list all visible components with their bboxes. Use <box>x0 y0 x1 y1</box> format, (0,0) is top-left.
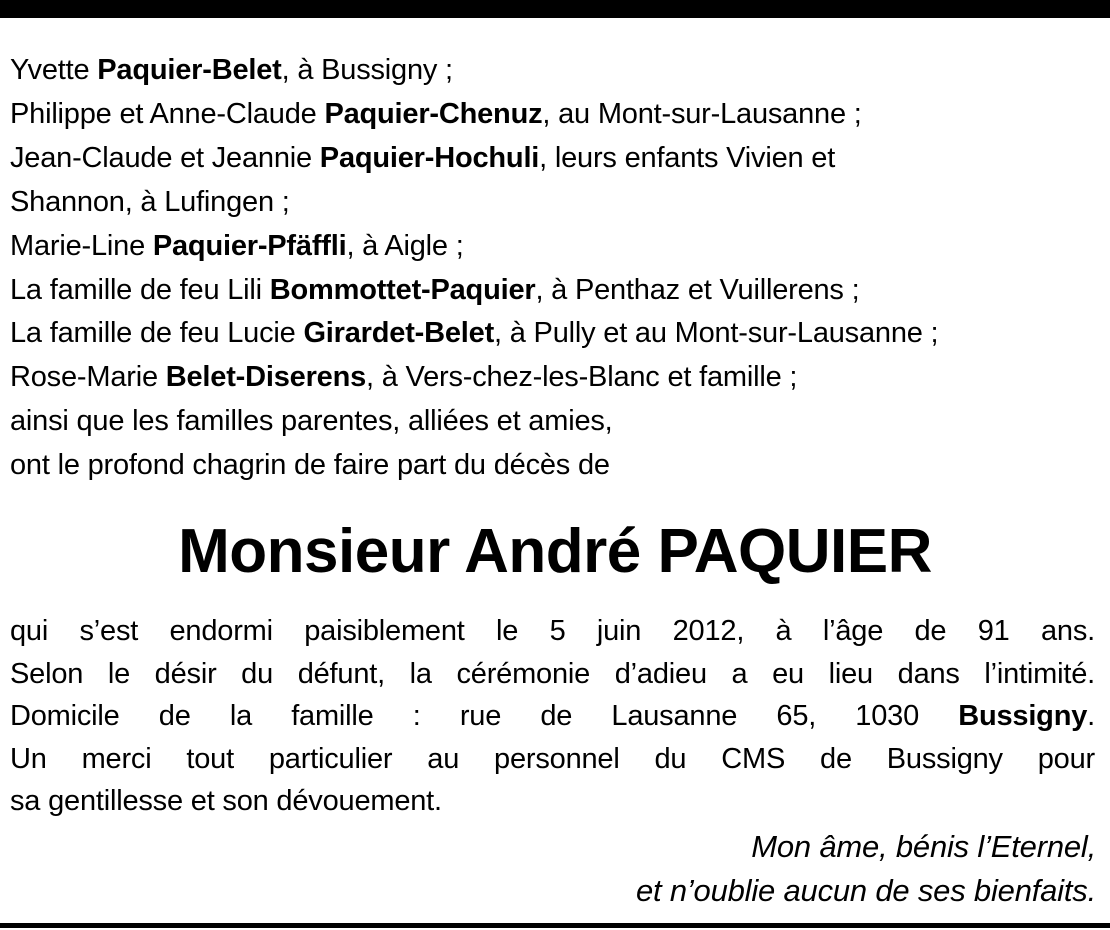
family-entry <box>10 49 1105 93</box>
family-entry-prefix: Marie-Line <box>10 229 153 262</box>
quote-line: Mon âme, bénis l’Eternel, <box>751 829 1096 864</box>
family-entry-prefix: La famille de feu Lucie <box>10 317 304 350</box>
family-entry-suffix: , au Mont-sur-Lausanne ; <box>542 97 862 130</box>
body-line <box>10 695 1095 738</box>
family-entry <box>10 225 1105 269</box>
intro-line: ont le profond chagrin de faire part du décès de <box>10 449 610 482</box>
family-entry-suffix: , leurs enfants Vivien et <box>539 141 836 174</box>
quote-line: et n’oublie aucun de ses bienfaits. <box>635 873 1096 908</box>
family-name: Girardet-Belet <box>303 317 495 350</box>
address-punctuation: . <box>1087 700 1095 732</box>
family-name: Belet-Diserens <box>165 361 367 394</box>
family-entry-prefix: Jean-Claude et Jeannie <box>10 141 320 174</box>
family-name: Paquier-Chenuz <box>324 97 543 130</box>
bottom-rule <box>0 923 1110 928</box>
intro-line: ainsi que les familles parentes, alliées et amies, <box>10 405 613 438</box>
address-town: Bussigny <box>958 700 1088 732</box>
body-line: Un merci tout particulier au personnel du CMS de Bussigny pour <box>10 742 1095 775</box>
notice-body <box>10 610 1095 823</box>
family-entry-continuation: Shannon, à Lufingen ; <box>10 185 290 218</box>
family-entry-prefix: Rose-Marie <box>10 361 166 394</box>
body-line: qui s’est endormi paisiblement le 5 juin 2012, à l’âge de 91 ans. <box>10 615 1095 647</box>
family-list <box>10 49 1105 488</box>
family-entry-suffix: , à Aigle ; <box>346 229 464 262</box>
family-entry <box>10 356 1105 400</box>
family-entry-suffix: , à Bussigny ; <box>281 54 453 86</box>
family-name: Paquier-Pfäffli <box>152 229 347 262</box>
address-text: Domicile de la famille : rue de Lausanne 65, 1030 <box>10 700 959 732</box>
family-entry-prefix: Yvette <box>10 54 98 86</box>
top-rule <box>0 0 1110 18</box>
closing-quote <box>636 825 1096 913</box>
family-entry-suffix: , à Penthaz et Vuillerens ; <box>535 273 860 306</box>
family-name: Paquier-Belet <box>97 54 282 86</box>
family-entry <box>10 312 1105 356</box>
family-name: Paquier-Hochuli <box>319 141 540 174</box>
body-line: sa gentillesse et son dévouement. <box>10 785 442 817</box>
family-entry <box>10 269 1105 313</box>
body-line: Selon le désir du défunt, la cérémonie d’adieu a eu lieu dans l’intimité. <box>10 657 1095 690</box>
family-entry-suffix: , à Vers-chez-les-Blanc et famille ; <box>366 361 798 394</box>
family-entry <box>10 93 1105 137</box>
family-name: Bommottet-Paquier <box>269 273 536 306</box>
family-entry-prefix: La famille de feu Lili <box>10 273 270 306</box>
family-entry <box>10 137 1105 225</box>
deceased-name: Monsieur André PAQUIER <box>178 517 932 586</box>
family-entry-suffix: , à Pully et au Mont-sur-Lausanne ; <box>494 317 939 350</box>
family-entry-prefix: Philippe et Anne-Claude <box>10 97 325 130</box>
